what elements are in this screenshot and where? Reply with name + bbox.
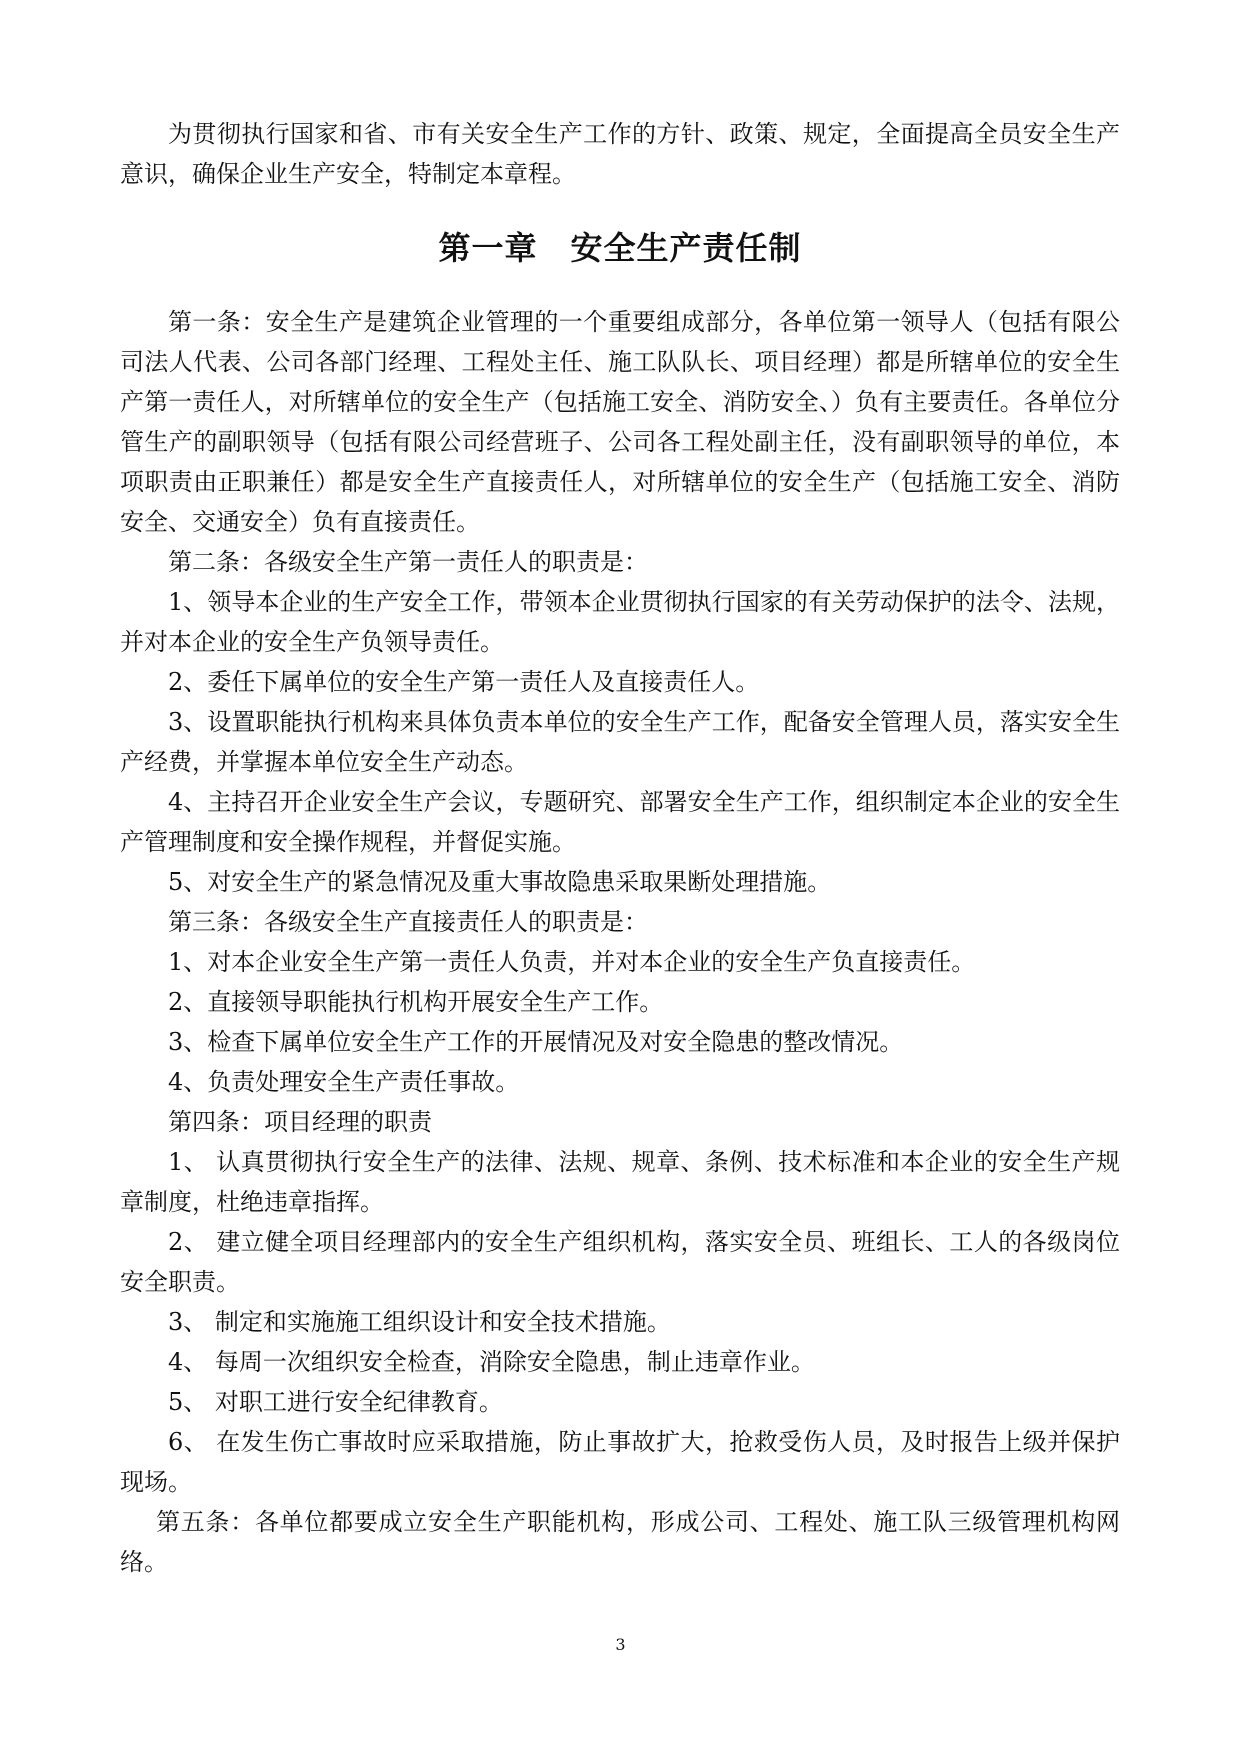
article-4-item-3: 3、 制定和实施施工组织设计和安全技术措施。 — [168, 1308, 671, 1336]
article-4-item-5: 5、 对职工进行安全纪律教育。 — [168, 1388, 503, 1416]
article-3-heading: 第三条：各级安全生产直接责任人的职责是： — [168, 908, 648, 936]
article-3-item-1: 1、对本企业安全生产第一责任人负责，并对本企业的安全生产负直接责任。 — [168, 948, 976, 976]
page-number: 3 — [615, 1635, 626, 1654]
article-2-item-2: 2、委任下属单位的安全生产第一责任人及直接责任人。 — [168, 668, 760, 696]
article-2-item-3: 3、设置职能执行机构来具体负责本单位的安全生产工作，配备安全管理人员，落实安全生产经费，并掌握本单位安全生产动态。 — [120, 708, 1120, 776]
article-4-heading: 第四条：项目经理的职责 — [168, 1108, 432, 1136]
document-content — [120, 114, 1120, 1582]
article-3-item-3: 3、检查下属单位安全生产工作的开展情况及对安全隐患的整改情况。 — [168, 1028, 904, 1056]
article-4-item-2: 2、 建立健全项目经理部内的安全生产组织机构，落实安全员、班组长、工人的各级岗位安全职责。 — [120, 1228, 1120, 1296]
intro-paragraph: 为贯彻执行国家和省、市有关安全生产工作的方针、政策、规定，全面提高全员安全生产意识，确保企业生产安全，特制定本章程。 — [120, 120, 1120, 188]
article-3-item-4: 4、负责处理安全生产责任事故。 — [168, 1068, 520, 1096]
article-4-item-1: 1、 认真贯彻执行安全生产的法律、法规、规章、条例、技术标准和本企业的安全生产规章制度，杜绝违章指挥。 — [120, 1148, 1120, 1216]
article-4-item-4: 4、 每周一次组织安全检查，消除安全隐患，制止违章作业。 — [168, 1348, 815, 1376]
article-2-item-5: 5、对安全生产的紧急情况及重大事故隐患采取果断处理措施。 — [168, 868, 832, 896]
article-1-paragraph: 第一条：安全生产是建筑企业管理的一个重要组成部分，各单位第一领导人（包括有限公司法人代表、公司各部门经理、工程处主任、施工队队长、项目经理）都是所辖单位的安全生产第一责任人，对所辖单位的安全生产（包括施工安全、消防安全、）负有主要责任。各单位分管生产的副职领导（包括有限公司经营班子、公司各工程处副主任，没有副职领导的单位，本项职责由正职兼任）都是安全生产直接责任人，对所辖单位的安全生产（包括施工安全、消防安全、交通安全）负有直接责任。 — [120, 308, 1120, 536]
chapter-title: 第一章 安全生产责任制 — [438, 229, 802, 267]
article-2-item-4: 4、主持召开企业安全生产会议，专题研究、部署安全生产工作，组织制定本企业的安全生产管理制度和安全操作规程，并督促实施。 — [120, 788, 1120, 856]
article-5-paragraph: 第五条：各单位都要成立安全生产职能机构，形成公司、工程处、施工队三级管理机构网络。 — [120, 1508, 1120, 1576]
article-2-heading: 第二条：各级安全生产第一责任人的职责是： — [168, 548, 648, 576]
article-3-item-2: 2、直接领导职能执行机构开展安全生产工作。 — [168, 988, 664, 1016]
article-2-item-1: 1、领导本企业的生产安全工作，带领本企业贯彻执行国家的有关劳动保护的法令、法规，并对本企业的安全生产负领导责任。 — [120, 588, 1120, 656]
article-4-item-6: 6、 在发生伤亡事故时应采取措施，防止事故扩大，抢救受伤人员，及时报告上级并保护现场。 — [120, 1428, 1120, 1496]
